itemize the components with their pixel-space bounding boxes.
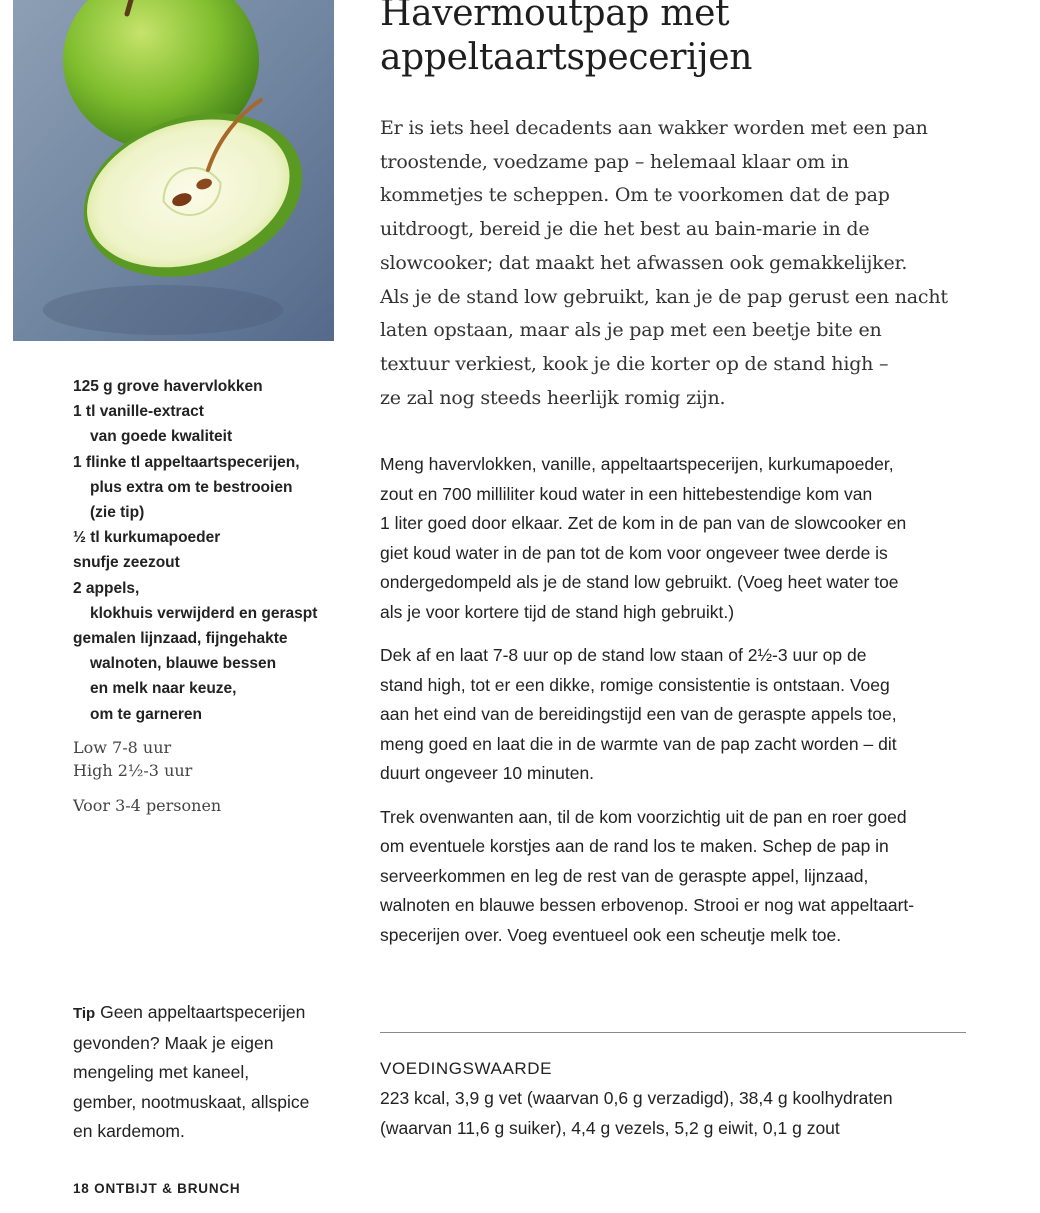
tip-line-first [73, 998, 353, 1029]
ingredient-item: walnoten, blauwe bessen [90, 655, 277, 673]
ingredient-item: ½ tl kurkumapoeder [73, 529, 221, 547]
ingredient-item: 125 g grove havervlokken [73, 378, 263, 395]
title-line: Havermoutpap met [380, 0, 730, 34]
recipe-intro [380, 112, 980, 415]
time-low: Low 7-8 uur [73, 738, 172, 757]
method-line: om eventuele korstjes aan de rand los te maken. Schep de pap in [380, 836, 889, 856]
green-apples-image [13, 0, 334, 341]
title-line: appeltaartspecerijen [380, 37, 753, 78]
ingredient-item: gemalen lijnzaad, fijngehakte [73, 630, 288, 648]
section-divider [380, 1032, 966, 1033]
method [380, 450, 990, 964]
ingredient-item: om te garneren [90, 705, 202, 723]
tip-line: gevonden? Maak je eigen [73, 1032, 274, 1053]
nutrition-line: 223 kcal, 3,9 g vet (waarvan 0,6 g verzadigd), 38,4 g koolhydraten [380, 1088, 893, 1108]
nutrition-values [380, 1084, 990, 1143]
tip-line: en kardemom. [73, 1121, 185, 1141]
time-high: High 2½-3 uur [73, 761, 193, 780]
method-line: meng goed en laat die in de warmte van de pap zacht worden – dit [380, 733, 897, 754]
tip-label: Tip [73, 1005, 96, 1022]
method-line: walnoten en blauwe bessen erbovenop. Strooi er nog wat appeltaart- [380, 895, 915, 915]
method-line: Meng havervlokken, vanille, appeltaartspecerijen, kurkumapoeder, [380, 454, 894, 474]
ingredient-item: plus extra om te bestrooien [90, 478, 293, 496]
recipe-photo [13, 0, 334, 341]
tip-line: mengeling met kaneel, [73, 1062, 250, 1082]
intro-line: kommetjes te scheppen. Om te voorkomen dat de pap [380, 184, 890, 207]
intro-line: troostende, voedzame pap – helemaal klaar om in [380, 150, 849, 173]
ingredient-item: 2 appels, [73, 579, 140, 597]
method-line: stand high, tot er een dikke, romige consistentie is ontstaan. Voeg [380, 674, 890, 695]
intro-line: slowcooker; dat maakt het afwassen ook gemakkelijker. [380, 251, 908, 274]
nutrition-line: (waarvan 11,6 g suiker), 4,4 g vezels, 5,2 g eiwit, 0,1 g zout [380, 1117, 840, 1138]
ingredient-item: (zie tip) [90, 504, 145, 522]
intro-line: ze zal nog steeds heerlijk romig zijn. [380, 386, 726, 409]
intro-line: Er is iets heel decadents aan wakker worden met een pan [380, 117, 928, 139]
method-line: serveerkommen en leg de rest van de geraspte appel, lijnzaad, [380, 865, 869, 886]
tip-line: Geen appeltaartspecerijen [100, 1002, 306, 1022]
ingredient-item: en melk naar keuze, [90, 680, 237, 698]
method-line: giet koud water in de pan tot de kom voor ongeveer twee derde is [380, 542, 888, 563]
ingredient-list [73, 374, 353, 727]
method-line: specerijen over. Voeg eventueel ook een scheutje melk toe. [380, 924, 842, 945]
method-line: Dek af en laat 7-8 uur op de stand low staan of 2½-3 uur op de [380, 645, 867, 665]
ingredient-item: snufje zeezout [73, 554, 180, 572]
method-line: duurt ongeveer 10 minuten. [380, 763, 595, 783]
ingredient-item: van goede kwaliteit [90, 428, 233, 446]
recipe-title [380, 0, 1000, 80]
tip-box [73, 998, 353, 1147]
method-line: aan het eind van de bereidingstijd een van de geraspte appels toe, [380, 704, 897, 724]
cooking-times [73, 736, 333, 782]
intro-line: laten opstaan, maar als je pap met een beetje bite en [380, 319, 882, 342]
ingredient-item: 1 flinke tl appeltaartspecerijen, [73, 453, 300, 471]
method-line: als je voor kortere tijd de stand high gebruikt.) [380, 601, 735, 622]
servings: Voor 3-4 personen [73, 796, 222, 815]
method-line: zout en 700 milliliter koud water in een hittebestendige kom van [380, 483, 873, 504]
method-line: Trek ovenwanten aan, til de kom voorzichtig uit de pan en roer goed [380, 806, 907, 827]
method-step [380, 641, 990, 789]
page-footer: 18 ONTBIJT & BRUNCH [73, 1181, 241, 1196]
tip-line: gember, nootmuskaat, allspice [73, 1091, 310, 1112]
intro-line: Als je de stand low gebruikt, kan je de pap gerust een nacht [380, 285, 948, 308]
method-line: 1 liter goed door elkaar. Zet de kom in de pan van de slowcooker en [380, 513, 907, 533]
method-step [380, 450, 990, 627]
ingredient-item: 1 tl vanille-extract [73, 403, 204, 421]
method-step [380, 803, 990, 951]
nutrition-heading: VOEDINGSWAARDE [380, 1059, 553, 1078]
intro-line: textuur verkiest, kook je die korter op de stand high – [380, 352, 889, 375]
ingredient-item: klokhuis verwijderd en geraspt [90, 604, 318, 622]
method-line: ondergedompeld als je de stand low gebruikt. (Voeg heet water toe [380, 572, 899, 592]
intro-line: uitdroogt, bereid je die het best au bain-marie in de [380, 218, 870, 241]
